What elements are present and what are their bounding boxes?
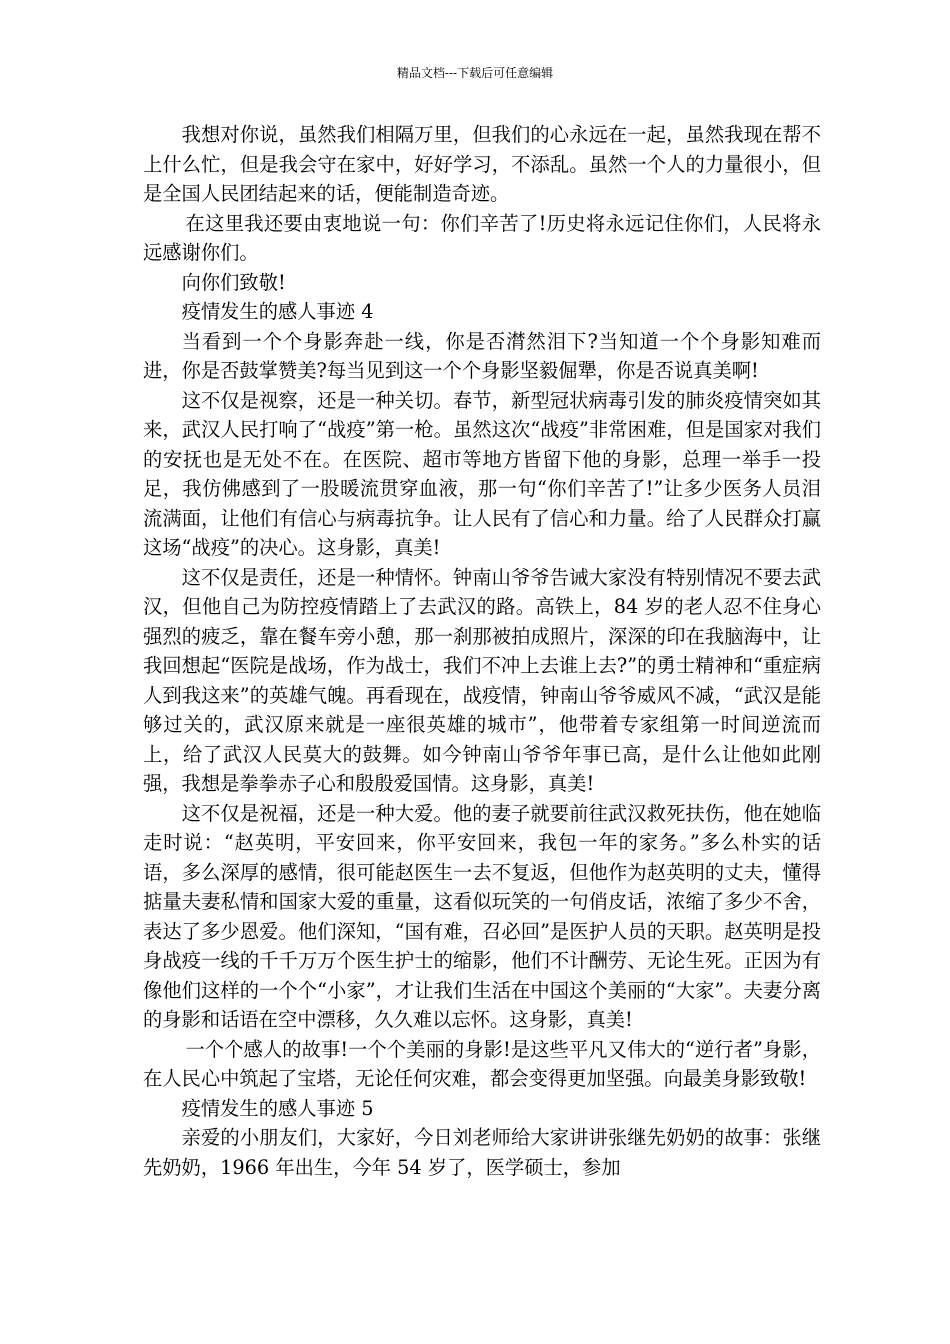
paragraph: 在这里我还要由衷地说一句：你们辛苦了!历史将永远记住你们，人民将永远感谢你们。 (143, 211, 821, 264)
paragraph: 这不仅是责任，还是一种情怀。钟南山爷爷告诫大家没有特别情况不要去武汉，但他自己为防控疫情踏上了去武汉的路。高铁上，84 岁的老人忍不住身心强烈的疲乏，靠在餐车旁小憩，那一刹那被拍成照片，深深的印在我脑海中，让我回想起“医院是战场，作为战士，我们不冲上去谁上去?”的勇士精神和“重症病人到我这来”的英雄气魄。再看现在，战疫情，钟南山爷爷威风不减，“武汉是能够过关的，武汉原来就是一座很英雄的城市”，他带着专家组第一时间逆流而上，给了武汉人民莫大的鼓舞。如今钟南山爷爷年事已高，是什么让他如此刚强，我想是拳拳赤子心和殷殷爱国情。这身影，真美! (143, 565, 821, 795)
paragraph: 这不仅是祝福，还是一种大爱。他的妻子就要前往武汉救死扶伤，他在她临走时说：“赵英明，平安回来，你平安回来，我包一年的家务。”多么朴实的话语，多么深厚的感情，很可能赵医生一去不复返，但他作为赵英明的丈夫，懂得掂量夫妻私情和国家大爱的重量，这看似玩笑的一句俏皮话，浓缩了多少不舍，表达了多少恩爱。他们深知，“国有难，召必回”是医护人员的天职。赵英明是投身战疫一线的千千万万个医生护士的缩影，他们不计酬劳、无论生死。正因为有像他们这样的一个个“小家”，才让我们生活在中国这个美丽的“大家”。夫妻分离的身影和话语在空中漂移，久久难以忘怀。这身影，真美! (143, 801, 821, 1031)
paragraph: 亲爱的小朋友们，大家好，今日刘老师给大家讲讲张继先奶奶的故事：张继先奶奶，1966 年出生，今年 54 岁了，医学硕士，参加 (143, 1126, 821, 1179)
document-body (143, 120, 821, 1182)
section-heading: 疫情发生的感人事迹 4 (181, 300, 374, 323)
paragraph: 向你们致敬! (181, 270, 286, 294)
paragraph: 我想对你说，虽然我们相隔万里，但我们的心永远在一起，虽然我现在帮不上什么忙，但是我会守在家中，好好学习，不添乱。虽然一个人的力量很小，但是全国人民团结起来的话，便能制造奇迹。 (143, 123, 821, 205)
paragraph: 一个个感人的故事!一个个美丽的身影!是这些平凡又伟大的“逆行者”身影，在人民心中筑起了宝塔，无论任何灾难，都会变得更加坚强。向最美身影致敬! (143, 1037, 821, 1090)
paragraph: 当看到一个个身影奔赴一线，你是否潸然泪下?当知道一个个身影知难而进，你是否鼓掌赞美?每当见到这一个个身影坚毅倔犟，你是否说真美啊! (143, 329, 821, 382)
section-heading: 疫情发生的感人事迹 5 (181, 1096, 374, 1120)
paragraph: 这不仅是视察，还是一种关切。春节，新型冠状病毒引发的肺炎疫情突如其来，武汉人民打响了“战疫”第一枪。虽然这次“战疫”非常困难，但是国家对我们的安抚也是无处不在。在医院、超市等地方皆留下他的身影，总理一举手一投足，我仿佛感到了一股暖流贯穿血液，那一句“你们辛苦了!”让多少医务人员泪流满面，让他们有信心与病毒抗争。让人民有了信心和力量。给了人民群众打赢这场“战疫”的决心。这身影，真美! (143, 388, 821, 559)
page-header: 精品文档---下载后可任意编辑 (396, 66, 554, 80)
